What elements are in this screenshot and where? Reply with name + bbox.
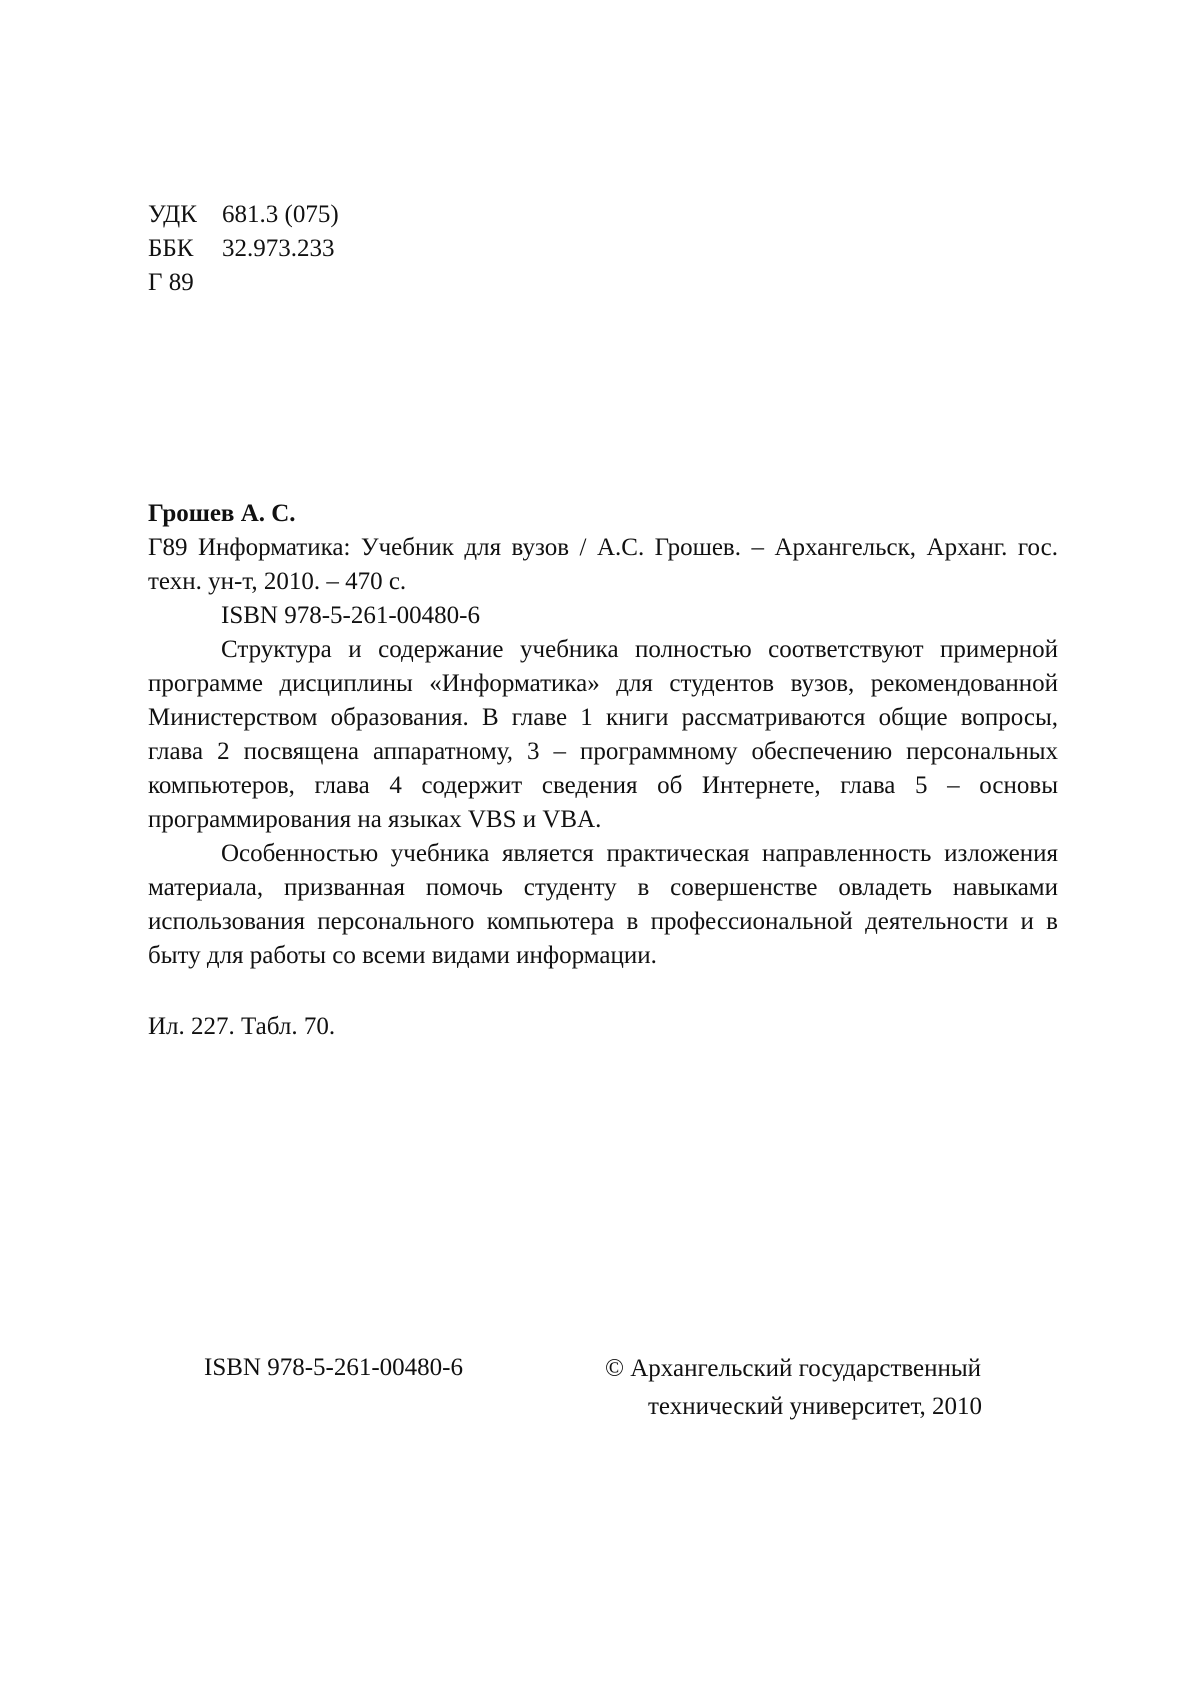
udk-label: УДК [148,201,197,228]
bbk-value: 32.973.233 [222,235,335,262]
record-isbn: ISBN 978-5-261-00480-6 [221,602,481,629]
annotation-paragraph-1: Структура и содержание учебника полностью соответствуют примерной программе дисциплины «Информатика» для студентов вузов, рекомендованной Министерством образования. В главе 1 книги рассматриваются общие вопросы, глава 2 посвящена аппаратному, 3 – программному обеспечению персональных компьютеров, глава 4 содержит сведения об Интернете, глава 5 – основы программирования на языках VBS и VBA. [148,636,1058,833]
copyright-line-1: © Архангельский государственный [605,1355,982,1382]
title-line: Г89 Информатика: Учебник для вузов / А.С. Грошев. – Архангельск, Арханг. гос. техн. ун-т, 2010. – 470 с. [148,534,1058,595]
bibliographic-record [148,497,1058,973]
udk-value: 681.3 (075) [222,201,339,228]
author-name: Грошев А. С. [148,500,296,527]
copyright-line-2: технический университет, 2010 [648,1393,983,1420]
udk-row [148,198,339,232]
bbk-label: ББК [148,235,194,262]
footer-isbn: ISBN 978-5-261-00480-6 [204,1354,464,1381]
classification-block [148,198,339,300]
author-mark: Г 89 [148,269,194,296]
illustrations-count: Ил. 227. Табл. 70. [148,1013,336,1040]
annotation-paragraph-2: Особенностью учебника является практическая направленность изложения материала, призванная помочь студенту в совершенстве овладеть навыками использования персонального компьютера в профессиональной деятельности и в быту для работы со всеми видами информации. [148,840,1058,969]
copyright-block [605,1350,982,1426]
bbk-row [148,232,339,266]
